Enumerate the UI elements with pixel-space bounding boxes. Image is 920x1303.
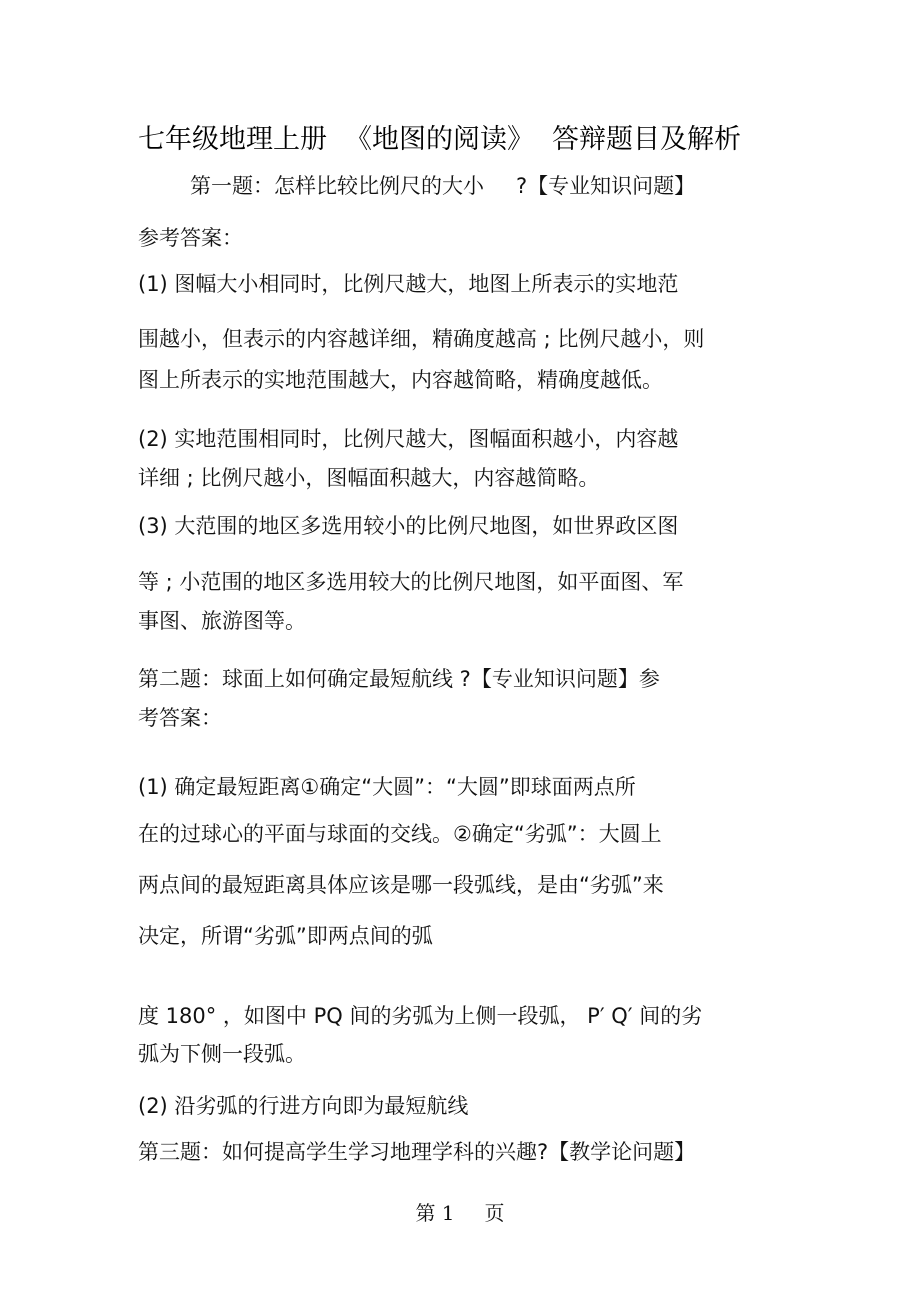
answer-line: (3) 大范围的地区多选用较小的比例尺地图，如世界政区图 (138, 514, 679, 538)
title-part-subject: 答辩题目及解析 (552, 124, 741, 155)
answer-line: 图上所表示的实地范围越大，内容越简略，精确度越低。 (138, 368, 663, 392)
reference-answer-label: 参考答案： (138, 226, 243, 250)
answer-line: 事图、旅游图等。 (138, 609, 306, 633)
question-2-heading: 第二题：球面上如何确定最短航线 ?【专业知识问题】参 (138, 667, 660, 691)
answer-line: 详细 ; 比例尺越小，图幅面积越大，内容越简略。 (138, 466, 600, 490)
question-2-heading-cont: 考答案： (138, 706, 222, 730)
answer-line: 度 180° ，如图中 PQ 间的劣弧为上侧一段弧， P′ Q′ 间的劣 (138, 1004, 703, 1028)
page-number-prefix: 第 1 (415, 1201, 455, 1225)
answer-line: 两点间的最短距离具体应该是哪一段弧线，是由“劣弧”来 (138, 873, 664, 897)
question-1-tag: ?【专业知识问题】 (516, 174, 696, 198)
answer-line: (2) 实地范围相同时，比例尺越大，图幅面积越小，内容越 (138, 427, 679, 451)
document-title (138, 121, 741, 159)
answer-line: (1) 图幅大小相同时，比例尺越大，地图上所表示的实地范 (138, 272, 679, 296)
answer-line: (1) 确定最短距离①确定“大圆”：“大圆”即球面两点所 (138, 775, 636, 799)
question-3-heading: 第三题：如何提高学生学习地理学科的兴趣?【教学论问题】 (138, 1140, 696, 1164)
answer-line: 决定，所谓“劣弧”即两点间的弧 (138, 924, 433, 948)
page-number (0, 1198, 920, 1228)
answer-line: 弧为下侧一段弧。 (138, 1042, 306, 1066)
title-part-topic: 《地图的阅读》 (345, 124, 534, 155)
title-part-grade: 七年级地理上册 (138, 124, 327, 155)
question-1-text: 第一题：怎样比较比例尺的大小 (190, 174, 484, 198)
answer-line: 在的过球心的平面与球面的交线。②确定“劣弧”：大圆上 (138, 822, 662, 846)
page-number-suffix: 页 (484, 1201, 505, 1225)
answer-line: 等 ; 小范围的地区多选用较大的比例尺地图，如平面图、军 (138, 570, 684, 594)
answer-line: (2) 沿劣弧的行进方向即为最短航线 (138, 1094, 469, 1118)
question-1-heading (190, 172, 695, 200)
answer-line: 围越小，但表示的内容越详细，精确度越高 ; 比例尺越小，则 (138, 327, 705, 351)
